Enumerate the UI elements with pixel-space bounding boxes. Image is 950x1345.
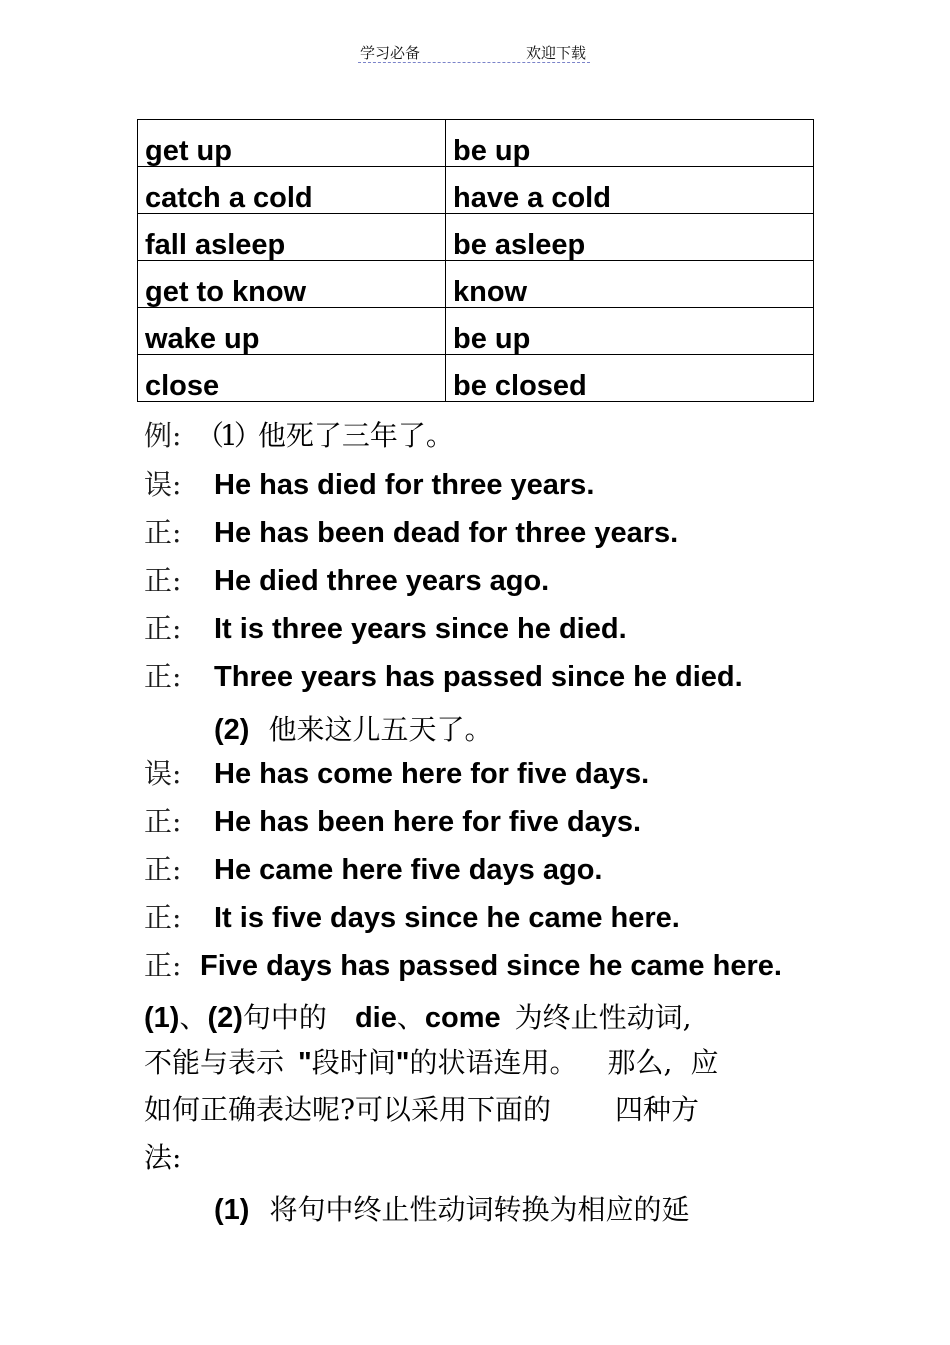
table-row xyxy=(138,167,814,214)
line-text: He has been here for five days. xyxy=(214,806,642,838)
table-row xyxy=(138,308,814,355)
table-cell: get up xyxy=(138,120,446,167)
line-label: 正: xyxy=(144,949,182,982)
line-label: 正: xyxy=(144,612,182,645)
table-cell: have a cold xyxy=(446,167,814,214)
verb-comparison-table xyxy=(137,119,814,402)
line-label: 正: xyxy=(144,805,182,838)
para-text: 段时间 xyxy=(311,1046,396,1079)
para-text: 应 xyxy=(690,1046,719,1079)
table-cell: be closed xyxy=(446,355,814,402)
example-2-heading xyxy=(214,713,493,751)
example-label: 例: xyxy=(144,419,182,452)
para-text: 为终止性动词, xyxy=(514,1001,692,1034)
paragraph-line-1 xyxy=(144,998,692,1042)
table-cell: catch a cold xyxy=(138,167,446,214)
table-row xyxy=(138,261,814,308)
paragraph-line-3 xyxy=(144,1090,699,1134)
example-1-title xyxy=(196,419,454,457)
line-label: 正: xyxy=(144,564,182,597)
line-label: 正: xyxy=(144,516,182,549)
para-text: (1) xyxy=(214,1194,250,1226)
table-cell: fall asleep xyxy=(138,214,446,261)
table-cell: get to know xyxy=(138,261,446,308)
table-cell: be up xyxy=(446,308,814,355)
table-cell: be up xyxy=(446,120,814,167)
paragraph-line-4 xyxy=(144,1138,181,1182)
paragraph-line-5 xyxy=(214,1190,689,1234)
table-cell: know xyxy=(446,261,814,308)
para-text: 将句中终止性动词转换为相应的延 xyxy=(269,1193,690,1226)
para-text: 四种方 xyxy=(615,1093,700,1126)
header-right-text: 欢迎下载 xyxy=(525,44,586,62)
line-label: 正: xyxy=(144,853,182,886)
para-text: come xyxy=(424,1002,501,1034)
line-text: It is five days since he came here. xyxy=(214,902,680,934)
header-left-text: 学习必备 xyxy=(360,44,421,62)
line-text: He has died for three years. xyxy=(214,469,595,501)
para-text: 、 xyxy=(396,1001,425,1034)
example-chinese: 他来这儿五天了。 xyxy=(268,713,493,746)
paragraph-line-2 xyxy=(144,1043,718,1087)
example-chinese: 他死了三年了。 xyxy=(257,419,454,452)
line-text: He died three years ago. xyxy=(214,565,550,597)
line-text: He has come here for five days. xyxy=(214,758,650,790)
para-text: 、 xyxy=(179,1001,208,1034)
table-cell: wake up xyxy=(138,308,446,355)
line-text: He has been dead for three years. xyxy=(214,517,679,549)
para-text: 那么, xyxy=(607,1046,673,1079)
line-label: 误: xyxy=(144,468,182,501)
table-cell: close xyxy=(138,355,446,402)
line-text: Five days has passed since he came here. xyxy=(200,950,782,982)
line-text: He came here five days ago. xyxy=(214,854,603,886)
para-text: 不能与表示 xyxy=(144,1046,285,1079)
para-text: 句中的 xyxy=(242,1001,327,1034)
para-text: 如何正确表达呢?可以采用下面的 xyxy=(144,1093,552,1126)
table-row xyxy=(138,214,814,261)
line-text: It is three years since he died. xyxy=(214,613,627,645)
table-row xyxy=(138,120,814,167)
para-text: 法: xyxy=(144,1141,182,1174)
line-label: 正: xyxy=(144,901,182,934)
para-text: " xyxy=(395,1047,410,1079)
line-label: 正: xyxy=(144,660,182,693)
para-text: " xyxy=(298,1047,312,1079)
line-label: 误: xyxy=(144,757,182,790)
para-text: (1) xyxy=(144,1002,180,1034)
para-text: (2) xyxy=(207,1002,243,1034)
para-text: 的状语连用。 xyxy=(409,1046,578,1079)
para-text: die xyxy=(354,1002,397,1034)
table-cell: be asleep xyxy=(446,214,814,261)
example-number: （1） xyxy=(196,419,258,452)
page-header xyxy=(358,40,590,63)
table-row xyxy=(138,355,814,402)
line-text: Three years has passed since he died. xyxy=(214,661,743,693)
example-number: (2) xyxy=(214,714,250,746)
